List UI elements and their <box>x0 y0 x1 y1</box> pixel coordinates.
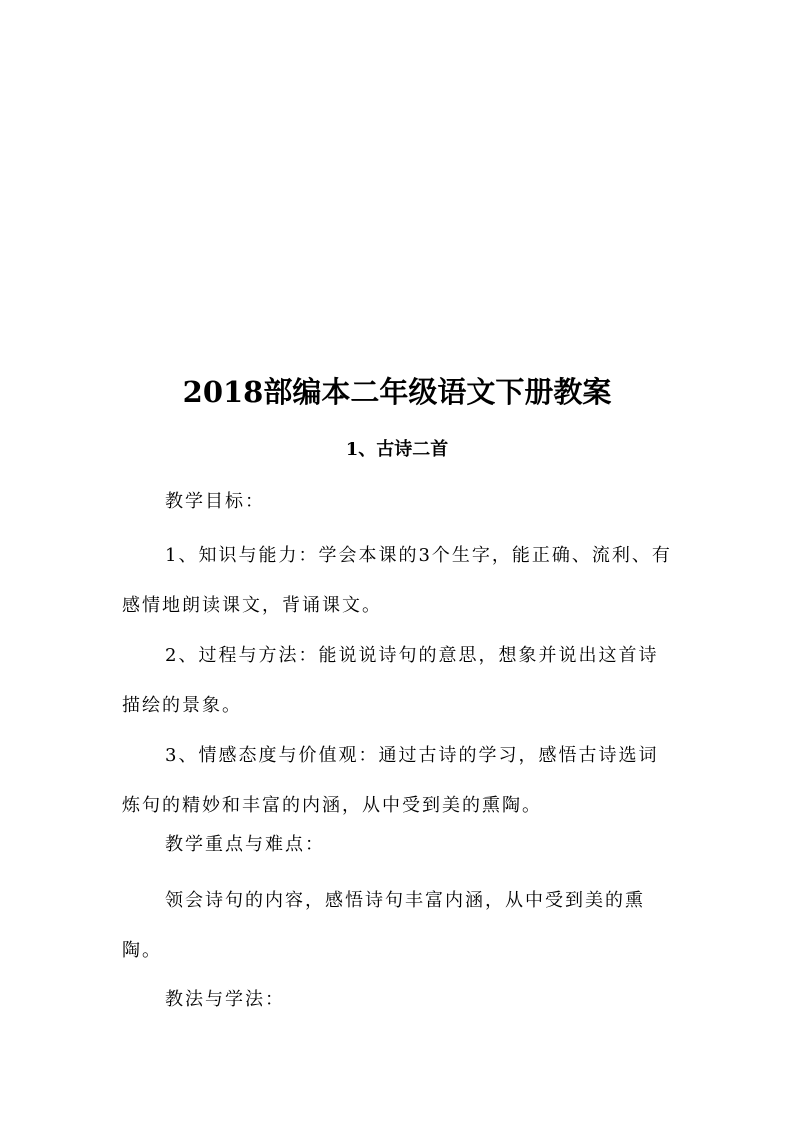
key-points-content: 领会诗句的内容，感悟诗句丰富内涵，从中受到美的熏陶。 <box>122 890 645 961</box>
section-heading-objectives: 教学目标： <box>165 491 265 512</box>
lesson-title: 1、古诗二首 <box>345 439 449 460</box>
section-heading-methods: 教法与学法： <box>165 989 285 1010</box>
objective-process-method: 2、过程与方法：能说说诗句的意思，想象并说出这首诗描绘的景象。 <box>122 645 659 716</box>
objective-knowledge-ability: 1、知识与能力：学会本课的3个生字，能正确、流利、有感情地朗读课文，背诵课文。 <box>122 545 672 616</box>
document-title: 2018部编本二年级语文下册教案 <box>182 375 612 409</box>
section-heading-key-points: 教学重点与难点： <box>165 834 325 855</box>
objective-attitude-values: 3、情感态度与价值观：通过古诗的学习，感悟古诗选词炼句的精妙和丰富的内涵，从中受到美的熏陶。 <box>122 745 659 816</box>
